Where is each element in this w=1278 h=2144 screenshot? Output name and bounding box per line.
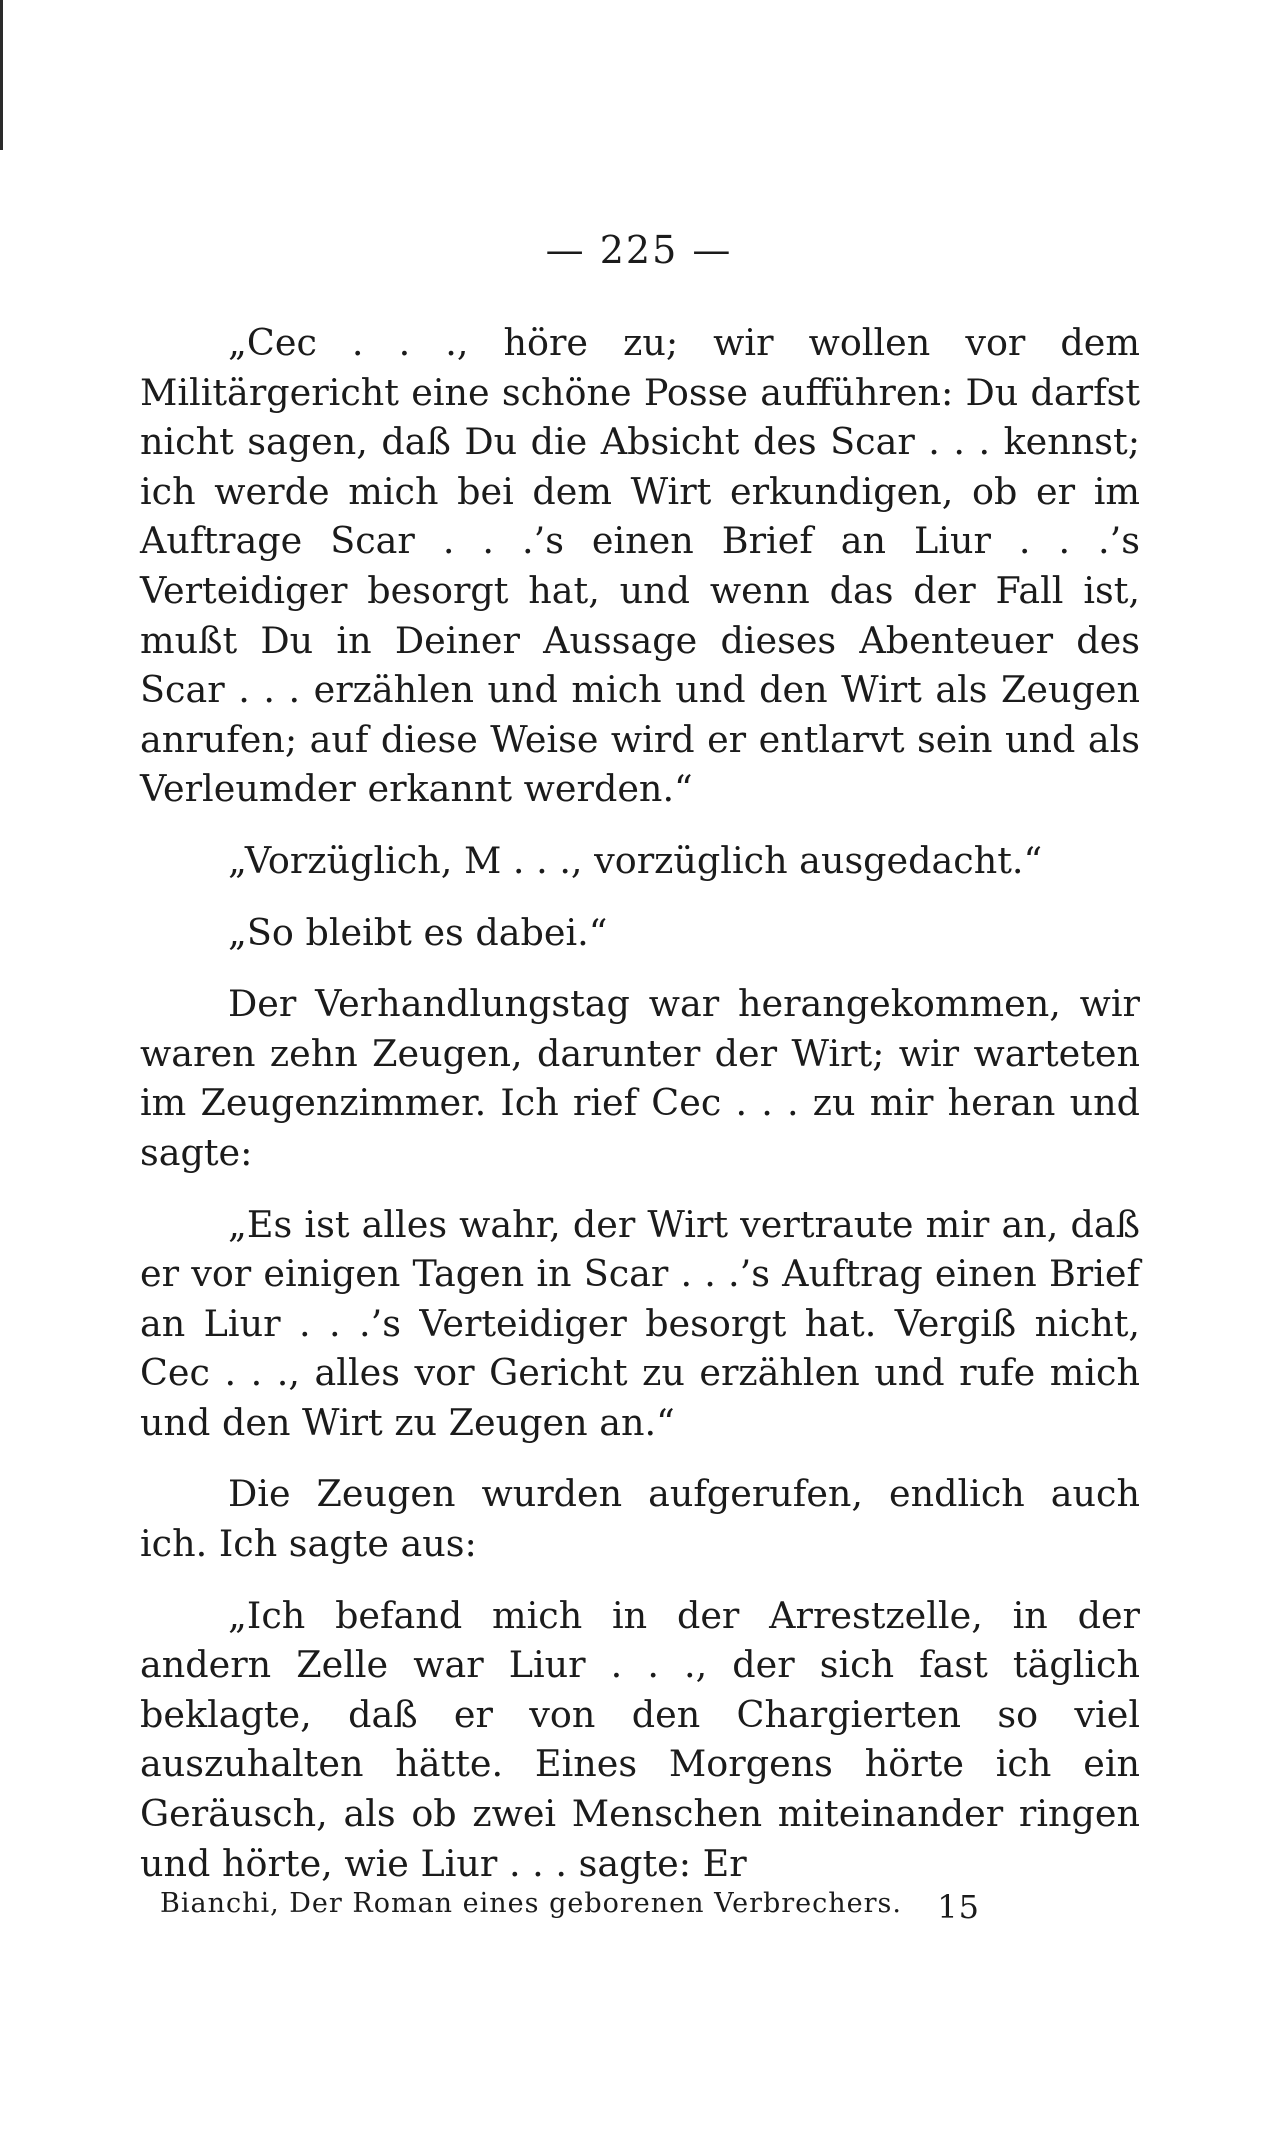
paragraph-so-be-it: „So bleibt es dabei.“ xyxy=(228,910,608,954)
paragraph-it-is-true: „Es ist alles wahr, der Wirt vertraute mir an, daß er vor einigen Tagen in Scar . . .’s Auftrag einen Brief an Liur . . .’s Verteidiger besorgt hat. Vergiß nicht, Cec . . ., alles vor Gericht zu erzählen und rufe mich und den Wirt zu Zeugen an.“ xyxy=(140,1202,1140,1444)
sheet-number: 15 xyxy=(937,1888,980,1926)
page-number: — 225 — xyxy=(545,228,733,272)
body-text xyxy=(140,318,1140,1888)
paragraph-trial-day: Der Verhandlungstag war herangekommen, wir waren zehn Zeugen, darunter der Wirt; wir warteten im Zeugenzimmer. Ich rief Cec . . . zu mir heran und sagte: xyxy=(140,982,1140,1174)
paragraph-testimony: „Ich befand mich in der Arrestzelle, in der andern Zelle war Liur . . ., der sich fast täglich beklagte, daß er von den Chargierten so viel auszuhalten hätte. Eines Morgens hörte ich ein Geräusch, als ob zwei Menschen miteinander ringen und hörte, wie Liur . . . sagte: Er xyxy=(140,1593,1140,1885)
printer-signature: Bianchi, Der Roman eines geborenen Verbrechers. xyxy=(160,1888,902,1919)
paragraph-witnesses-called: Die Zeugen wurden aufgerufen, endlich auch ich. Ich sagte aus: xyxy=(140,1472,1140,1566)
paragraph-cec-plan: „Cec . . ., höre zu; wir wollen vor dem Militärgericht eine schöne Posse aufführen: Du darfst nicht sagen, daß Du die Absicht des Scar . . . kennst; ich werde mich bei dem Wirt erkundigen, ob er im Auftrage Scar . . .’s einen Brief an Liur . . .’s Verteidiger besorgt hat, und wenn das der Fall ist, mußt Du in Deiner Aussage dieses Abenteuer des Scar . . . erzählen und mich und den Wirt als Zeugen anrufen; auf diese Weise wird er entlarvt sein und als Verleumder erkannt werden.“ xyxy=(140,321,1140,811)
page-edge-line xyxy=(0,0,3,150)
paragraph-reply-excellent: „Vorzüglich, M . . ., vorzüglich ausgedacht.“ xyxy=(228,838,1043,882)
